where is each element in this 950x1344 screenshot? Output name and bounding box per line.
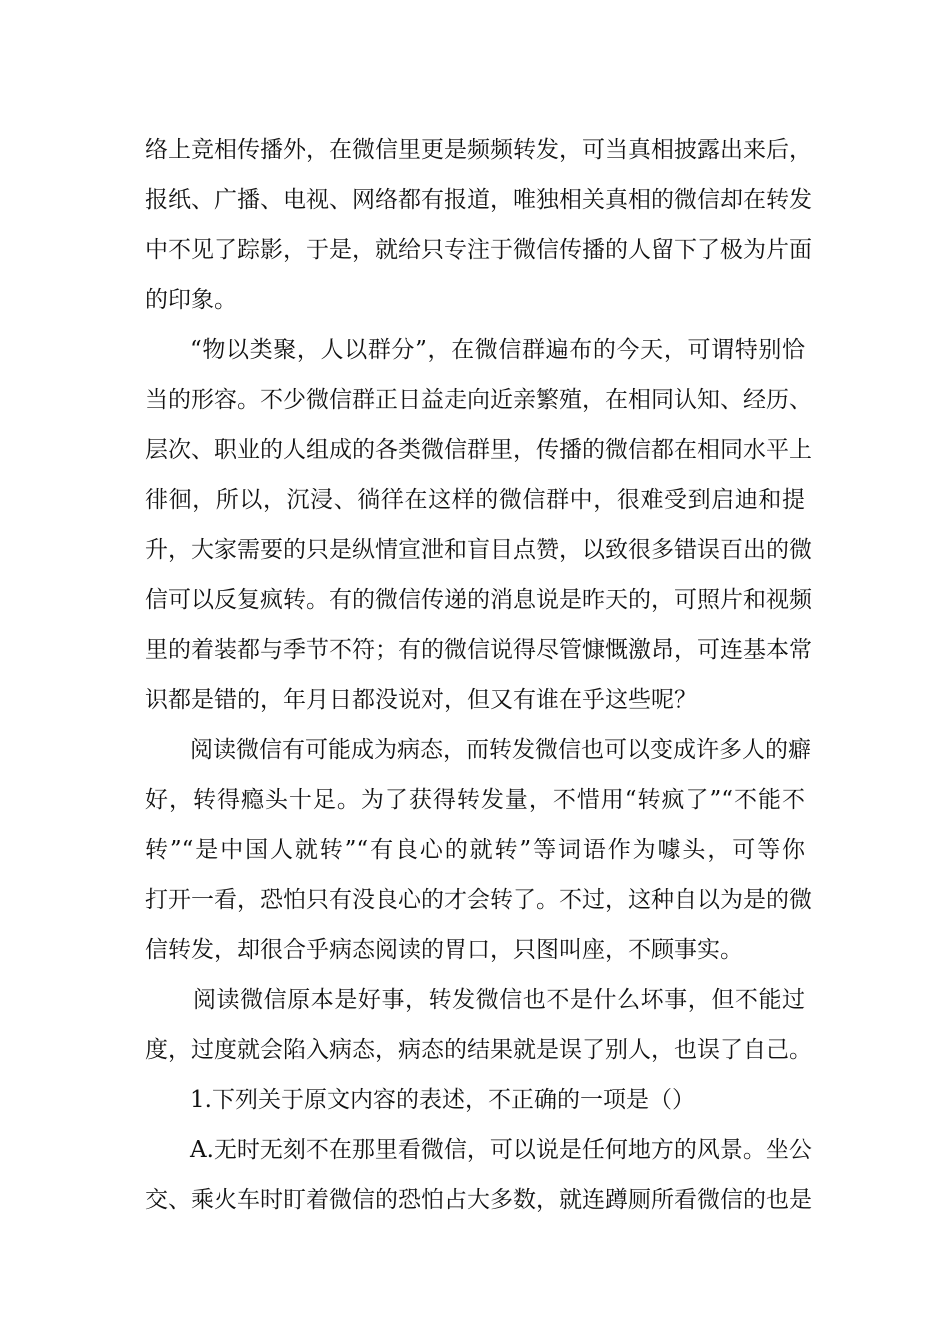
paragraph-2-line-2: 当的形容。不少微信群正日益走向近亲繁殖，在相同认知、经历、	[145, 387, 812, 413]
paragraph-1-line-4: 的印象。	[145, 287, 237, 313]
paragraph-2-line-3: 层次、职业的人组成的各类微信群里，传播的微信都在相同水平上	[145, 437, 812, 463]
paragraph-2-line-4: 徘徊，所以，沉浸、徜徉在这样的微信群中，很难受到启迪和提	[145, 487, 805, 513]
paragraph-3-line-1: 阅读微信有可能成为病态，而转发微信也可以变成许多人的癖	[190, 737, 811, 763]
paragraph-3-line-5: 信转发，却很合乎病态阅读的胃口，只图叫座，不顾事实。	[145, 937, 743, 963]
paragraph-1-line-3: 中不见了踪影，于是，就给只专注于微信传播的人留下了极为片面	[145, 237, 812, 263]
question-option-a-line-2: 交、乘火车时盯着微信的恐怕占大多数，就连蹲厕所看微信的也是	[145, 1187, 812, 1213]
question-option-a-line-1: A.无时无刻不在那里看微信，可以说是任何地方的风景。坐公	[190, 1137, 812, 1163]
paragraph-2-line-7: 里的着装都与季节不符；有的微信说得尽管慷慨激昂，可连基本常	[145, 637, 812, 663]
paragraph-3-line-4: 打开一看，恐怕只有没良心的才会转了。不过，这种自以为是的微	[145, 887, 812, 913]
paragraph-2-line-1: “物以类聚，人以群分”，在微信群遍布的今天，可谓特别恰	[190, 337, 805, 363]
paragraph-3-line-3: 转”“是中国人就转”“有良心的就转”等词语作为噱头，可等你	[145, 837, 805, 863]
paragraph-2-line-8: 识都是错的，年月日都没说对，但又有谁在乎这些呢？	[145, 687, 697, 713]
question-stem: 1.下列关于原文内容的表述，不正确的一项是（）	[190, 1087, 695, 1113]
paragraph-4-line-1: 阅读微信原本是好事，转发微信也不是什么坏事，但不能过	[193, 987, 805, 1013]
paragraph-2-line-5: 升，大家需要的只是纵情宣泄和盲目点赞，以致很多错误百出的微	[145, 537, 812, 563]
paragraph-3-line-2: 好，转得瘾头十足。为了获得转发量，不惜用“转疯了”“不能不	[145, 787, 805, 813]
paragraph-1-line-2: 报纸、广播、电视、网络都有报道，唯独相关真相的微信却在转发	[145, 187, 812, 213]
paragraph-2-line-6: 信可以反复疯转。有的微信传递的消息说是昨天的，可照片和视频	[145, 587, 812, 613]
paragraph-1-line-1: 络上竞相传播外，在微信里更是频频转发，可当真相披露出来后，	[145, 137, 812, 163]
paragraph-4-line-2: 度，过度就会陷入病态，病态的结果就是误了别人，也误了自己。	[145, 1037, 812, 1063]
